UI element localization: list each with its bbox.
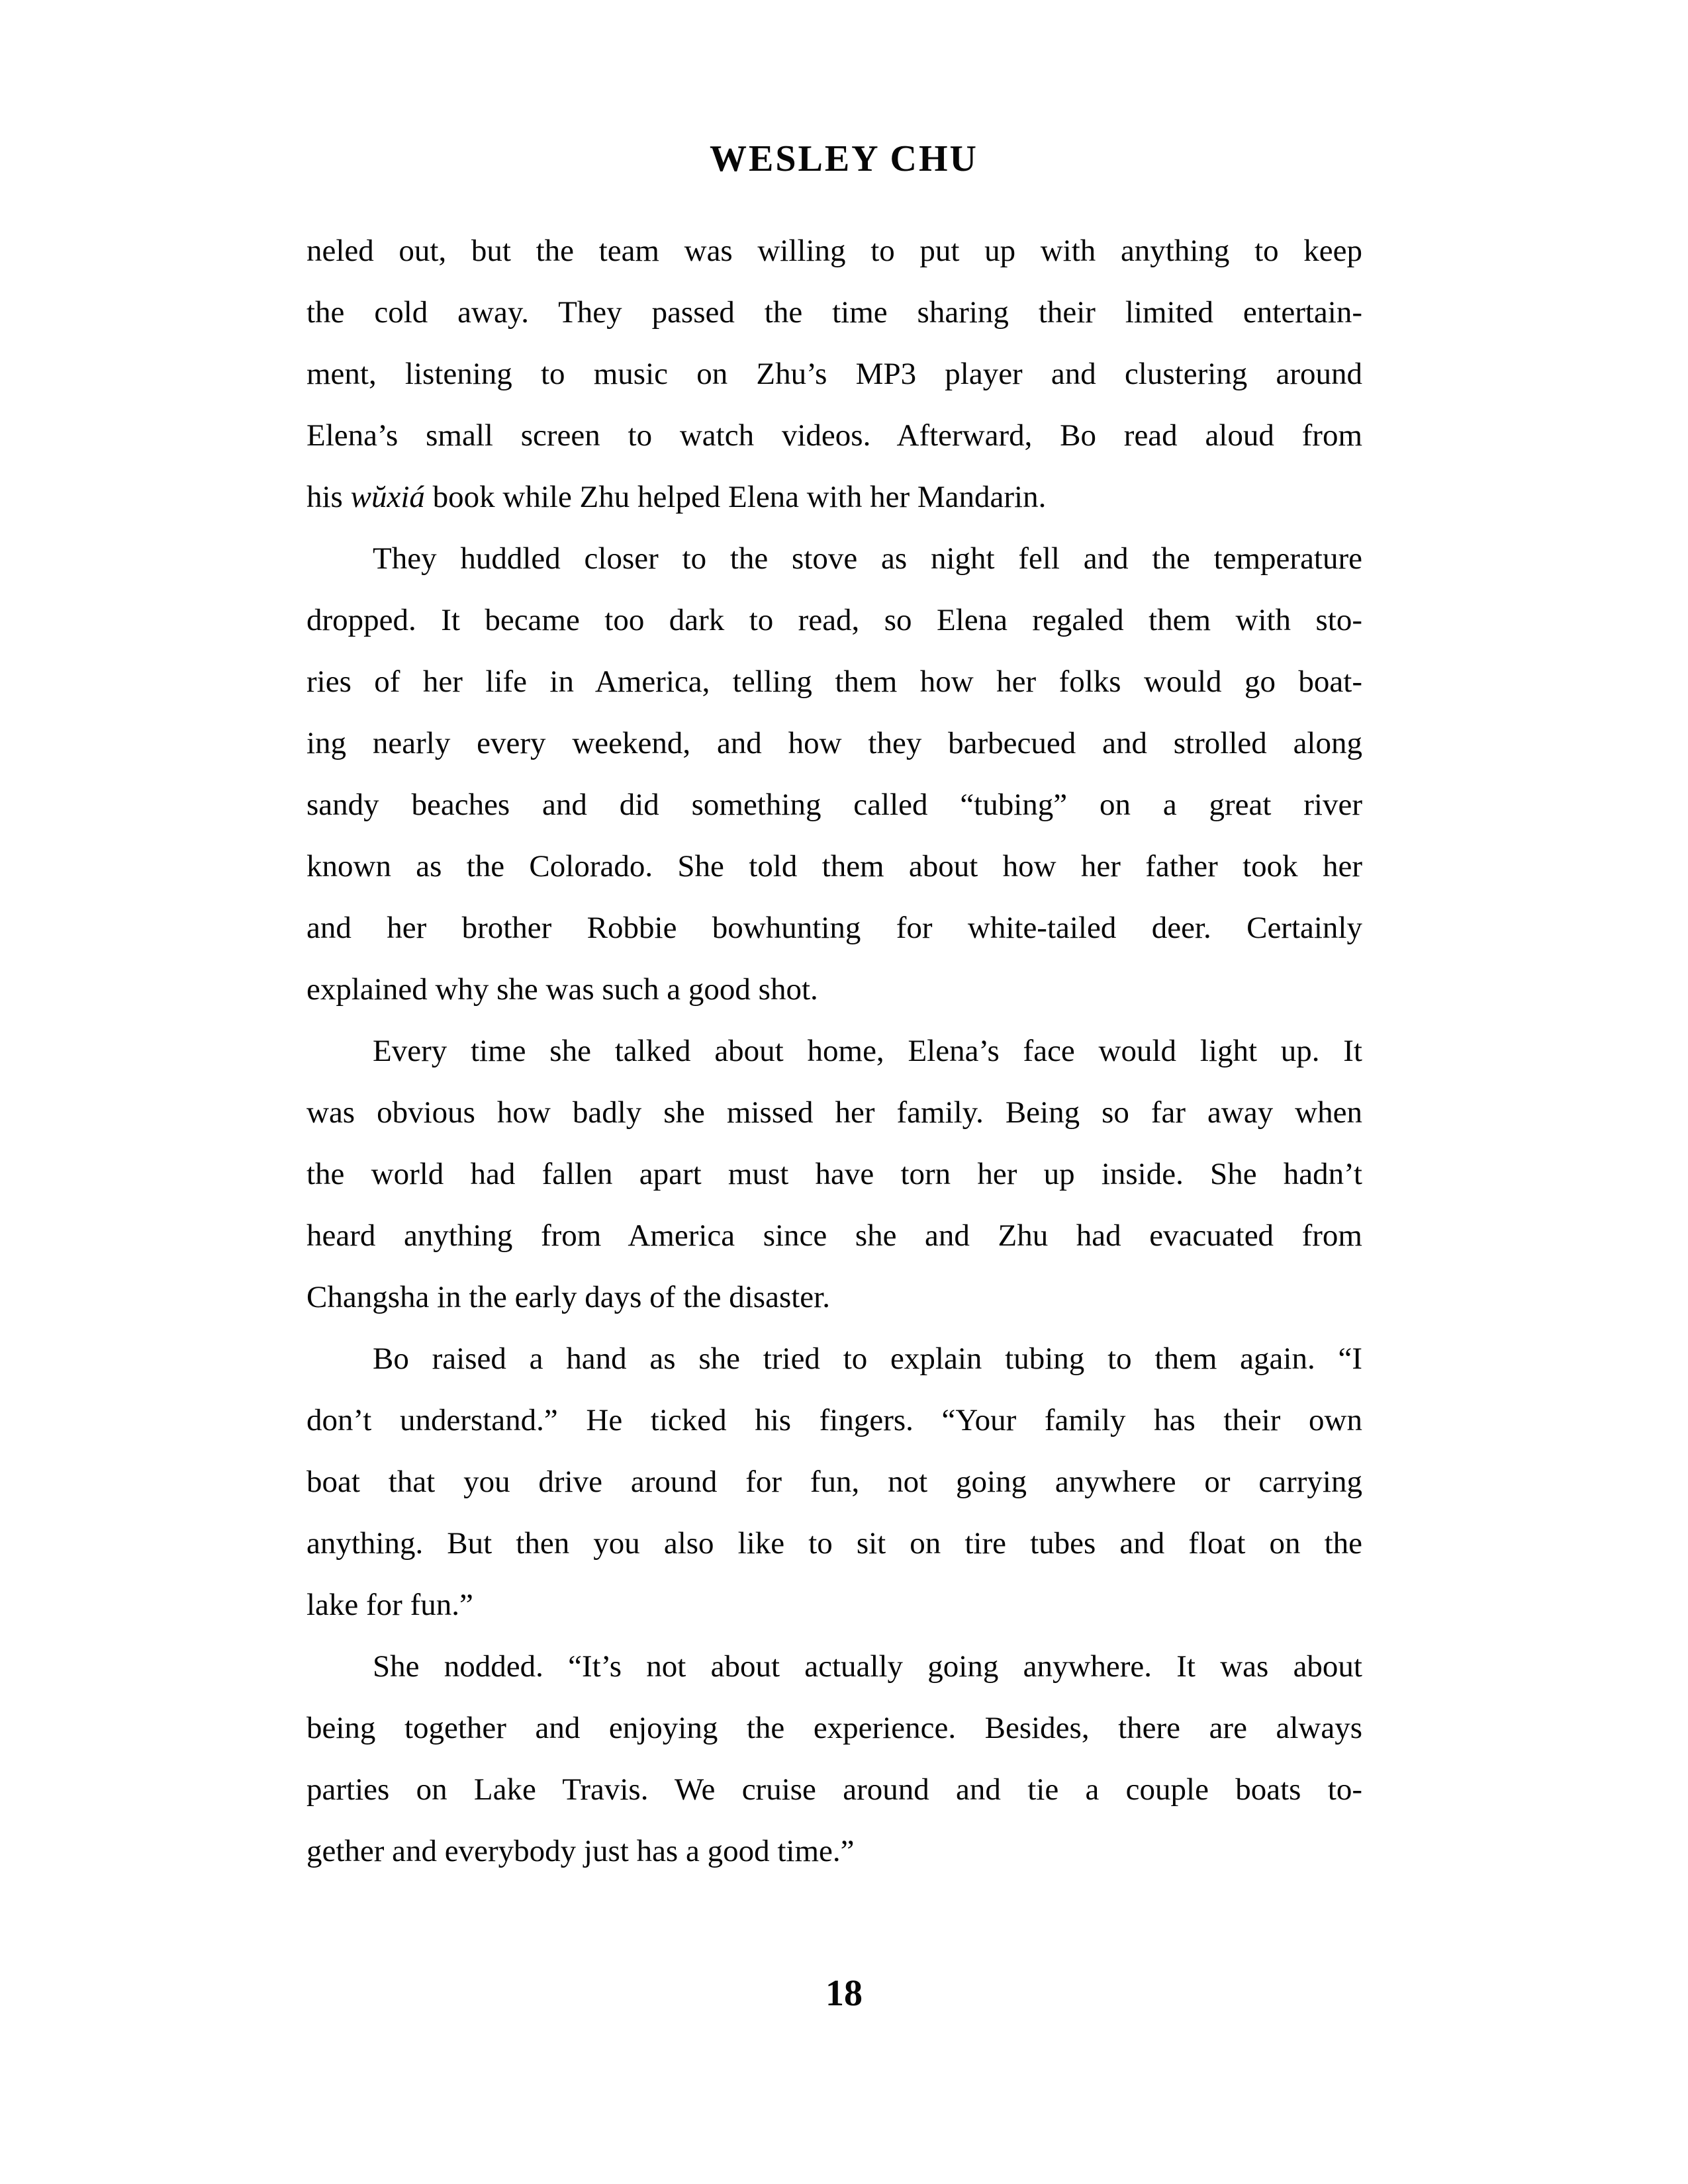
body-line: lake for fun.” (306, 1588, 473, 1622)
body-line: gether and everybody just has a good time.” (306, 1834, 855, 1868)
body-line: Changsha in the early days of the disaster. (306, 1280, 830, 1314)
running-header: WESLEY CHU (709, 138, 978, 179)
body-line: ment, listening to music on Zhu’s MP3 player and clustering around (306, 357, 1362, 391)
wuxia-italic-text: wŭxiá (350, 480, 425, 514)
body-line: neled out, but the team was willing to put up with anything to keep (306, 234, 1362, 268)
body-line: the world had fallen apart must have torn her up inside. She hadn’t (306, 1157, 1362, 1191)
body-line: Elena’s small screen to watch videos. Afterward, Bo read aloud from (306, 418, 1362, 453)
body-line: dropped. It became too dark to read, so Elena regaled them with sto- (306, 603, 1362, 637)
body-line: ries of her life in America, telling them how her folks would go boat- (306, 664, 1362, 699)
page-number: 18 (825, 1973, 863, 2014)
body-line: being together and enjoying the experience. Besides, there are always (306, 1711, 1362, 1745)
wuxia-post-text: book while Zhu helped Elena with her Mandarin. (424, 480, 1047, 514)
body-line: parties on Lake Travis. We cruise around and tie a couple boats to- (306, 1772, 1362, 1807)
paragraph-5 (306, 1636, 1362, 1882)
body-line: don’t understand.” He ticked his fingers. “Your family has their own (306, 1403, 1362, 1437)
text-block (306, 220, 1362, 1882)
paragraph-2 (306, 528, 1362, 1021)
paragraph-1 (306, 220, 1362, 528)
body-line: and her brother Robbie bowhunting for white-tailed deer. Certainly (306, 911, 1362, 945)
body-line: sandy beaches and did something called “tubing” on a great river (306, 788, 1362, 822)
body-line: boat that you drive around for fun, not going anywhere or carrying (306, 1465, 1362, 1499)
body-line: the cold away. They passed the time sharing their limited entertain- (306, 295, 1362, 330)
body-line: heard anything from America since she and Zhu had evacuated from (306, 1218, 1362, 1253)
body-line: They huddled closer to the stove as night fell and the temperature (373, 541, 1362, 576)
paragraph-4 (306, 1328, 1362, 1636)
body-line: She nodded. “It’s not about actually going anywhere. It was about (373, 1649, 1362, 1684)
paragraph-3 (306, 1021, 1362, 1328)
body-line: explained why she was such a good shot. (306, 972, 818, 1007)
body-line: known as the Colorado. She told them about how her father took her (306, 849, 1362, 884)
body-line: ing nearly every weekend, and how they barbecued and strolled along (306, 726, 1362, 760)
body-line: was obvious how badly she missed her family. Being so far away when (306, 1095, 1362, 1130)
body-line: anything. But then you also like to sit on tire tubes and float on the (306, 1526, 1362, 1561)
wuxia-pre-text: his (306, 480, 351, 514)
body-line-wuxia (306, 467, 1362, 528)
body-line: Bo raised a hand as she tried to explain tubing to them again. “I (373, 1342, 1362, 1376)
body-line: Every time she talked about home, Elena’s face would light up. It (373, 1034, 1362, 1068)
